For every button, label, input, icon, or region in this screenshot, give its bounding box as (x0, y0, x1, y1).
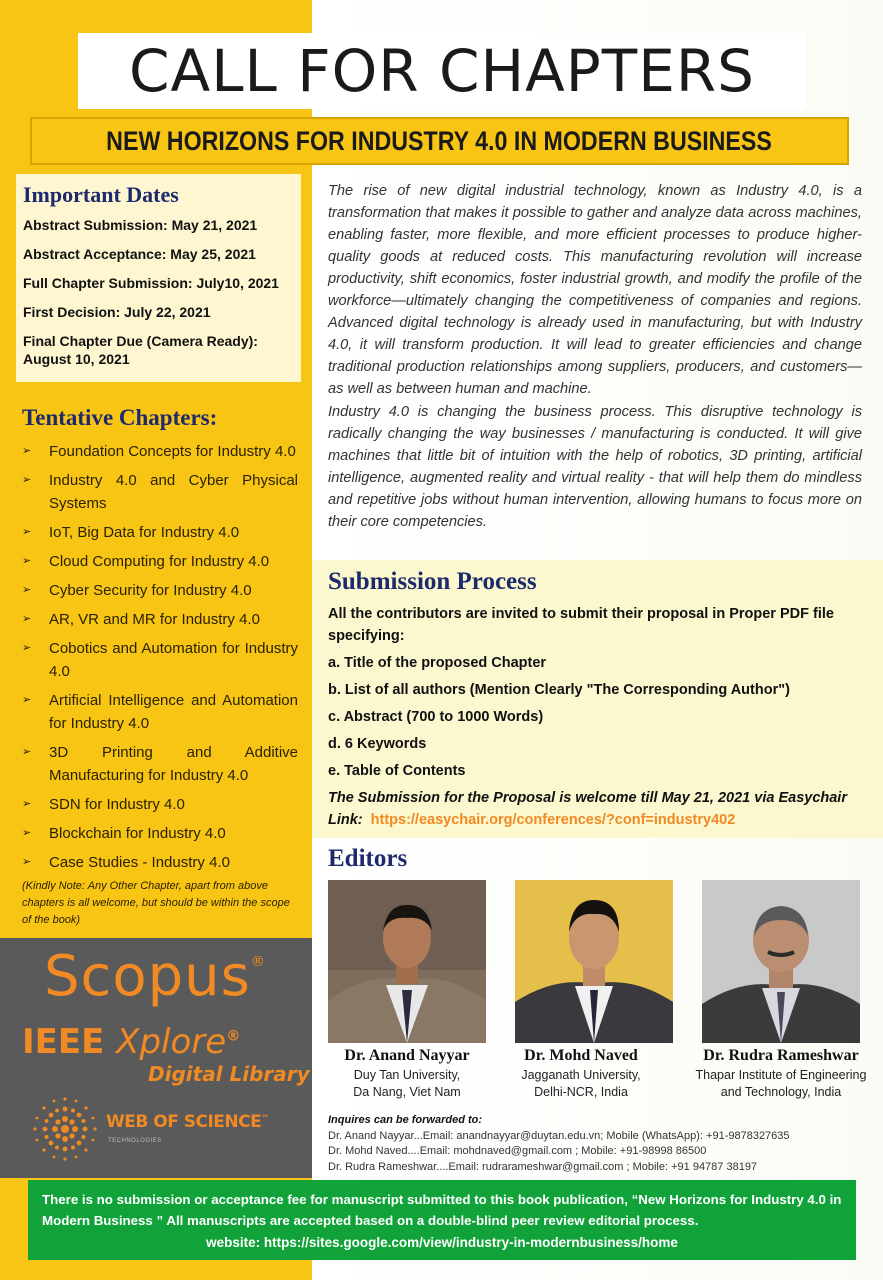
arrow-bullet-icon: ➢ (22, 584, 32, 596)
intro-text (328, 180, 862, 533)
editor-name-rudra: Dr. Rudra Rameshwar (703, 1047, 859, 1064)
submission-deadline: The Submission for the Proposal is welcome till May 21, 2021 via Easychair Link: https://easychair.org/conferences/?conf=industry402 (328, 790, 847, 828)
web-of-science-subtext: TECHNOLOGIES (108, 1138, 162, 1144)
list-item: ➢ Case Studies - Industry 4.0 (22, 851, 298, 874)
editor-affiliation-naved: Jagganath University, Delhi-NCR, India (521, 1068, 641, 1099)
arrow-bullet-icon: ➢ (22, 694, 32, 706)
editor-affiliation-rudra: Thapar Institute of Engineering and Technology, India (695, 1068, 867, 1099)
submission-intro: All the contributors are invited to submit their proposal in Proper PDF file specifying: (328, 606, 834, 644)
editor-affiliation-anand: Duy Tan University, Da Nang, Viet Nam (353, 1068, 461, 1099)
arrow-bullet-icon: ➢ (22, 856, 32, 868)
list-item: ➢ Artificial Intelligence and Automation for Industry 4.0 (22, 689, 298, 735)
list-item: ➢ SDN for Industry 4.0 (22, 793, 298, 816)
date-final-chapter: Final Chapter Due (Camera Ready): August 10, 2021 (23, 333, 258, 367)
important-dates-box (16, 174, 301, 382)
scopus-logo: Scopus® (44, 944, 266, 1009)
inquiry-contact: Dr. Mohd Naved....Email: mohdnaved@gmail.com ; Mobile: +91-98998 86500 (328, 1145, 707, 1157)
date-first-decision: First Decision: July 22, 2021 (23, 304, 211, 320)
website-link[interactable]: website: https://sites.google.com/view/industry-in-modernbusiness/home (206, 1235, 678, 1250)
list-item: ➢ Industry 4.0 and Cyber Physical Systems (22, 469, 298, 515)
date-abstract-acceptance: Abstract Acceptance: May 25, 2021 (23, 246, 256, 262)
arrow-bullet-icon: ➢ (22, 445, 32, 457)
arrow-bullet-icon: ➢ (22, 526, 32, 538)
arrow-bullet-icon: ➢ (22, 798, 32, 810)
chapters-heading: Tentative Chapters: (22, 405, 218, 430)
page-title: CALL FOR CHAPTERS (129, 37, 755, 105)
arrow-bullet-icon: ➢ (22, 613, 32, 625)
footer-note: There is no submission or acceptance fee for manuscript submitted to this book publication, “New Horizons for Industry 4.0 in Modern Business ” All manuscripts are accepted based on a double-blind peer review editorial process. (42, 1192, 842, 1228)
title-banner (78, 33, 806, 109)
editor-photo-rudra (702, 880, 860, 1043)
list-item: ➢ Cobotics and Automation for Industry 4.0 (22, 637, 298, 683)
web-of-science-logo-text: WEB OF SCIENCE™ (106, 1112, 269, 1132)
arrow-bullet-icon: ➢ (22, 642, 32, 654)
editor-photo-naved (515, 880, 673, 1043)
date-full-chapter: Full Chapter Submission: July10, 2021 (23, 275, 279, 291)
arrow-bullet-icon: ➢ (22, 555, 32, 567)
subtitle-banner (30, 117, 849, 165)
web-of-science-icon (30, 1094, 100, 1164)
submission-heading: Submission Process (328, 568, 537, 595)
editor-name-anand: Dr. Anand Nayyar (344, 1047, 470, 1064)
submission-item: c. Abstract (700 to 1000 Words) (328, 709, 544, 725)
submission-item: e. Table of Contents (328, 763, 466, 779)
list-item: ➢ AR, VR and MR for Industry 4.0 (22, 608, 298, 631)
editor-photo-anand (328, 880, 486, 1043)
digital-library-logo-text: Digital Library (148, 1062, 310, 1086)
list-item: ➢ Blockchain for Industry 4.0 (22, 822, 298, 845)
ieee-xplore-logo: IEEE Xplore® (22, 1022, 241, 1062)
inquiries-block (328, 1113, 868, 1175)
book-title: NEW HORIZONS FOR INDUSTRY 4.0 IN MODERN BUSINESS (106, 125, 773, 156)
submission-item: d. 6 Keywords (328, 736, 427, 752)
arrow-bullet-icon: ➢ (22, 746, 32, 758)
arrow-bullet-icon: ➢ (22, 827, 32, 839)
list-item: ➢ IoT, Big Data for Industry 4.0 (22, 521, 298, 544)
list-item: ➢ Cloud Computing for Industry 4.0 (22, 550, 298, 573)
submission-item: b. List of all authors (Mention Clearly "The Corresponding Author") (328, 682, 790, 698)
chapters-list (22, 440, 298, 880)
editors-heading: Editors (328, 845, 408, 872)
easychair-link[interactable]: https://easychair.org/conferences/?conf=industry402 (370, 812, 736, 828)
list-item: ➢ Cyber Security for Industry 4.0 (22, 579, 298, 602)
list-item: ➢ 3D Printing and Additive Manufacturing for Industry 4.0 (22, 741, 298, 787)
intro-paragraph-2: Industry 4.0 is changing the business process. This disruptive technology is radically changing the way businesses / manufacturing is conducted. It will give machines that little bit of intuition with the help of robotics, 3D printing, artificial intelligence, augmented reality and virtual reality - that will help them do mindless and repetitive jobs without human intervention, allowing humans to focus more on their core competencies. (328, 404, 862, 530)
footer-banner (28, 1180, 856, 1260)
submission-item: a. Title of the proposed Chapter (328, 655, 547, 671)
important-dates-heading: Important Dates (23, 182, 179, 207)
chapters-note: (Kindly Note: Any Other Chapter, apart from above chapters is all welcome, but should be within the scope of the book) (22, 880, 290, 926)
list-item: ➢ Foundation Concepts for Industry 4.0 (22, 440, 298, 463)
intro-paragraph-1: The rise of new digital industrial technology, known as Industry 4.0, is a transformation that makes it possible to gather and analyze data across machines, enabling faster, more flexible, and more efficient processes to produce higher-quality goods at reduced costs. This manufacturing revolution will increase productivity, shift economics, foster industrial growth, and modify the profile of the workforce—ultimately changing the competitiveness of companies and regions. Advanced digital technology is already used in manufacturing, but with Industry 4.0, it will transform production. It will lead to greater efficiencies and change traditional production relationships among suppliers, producers, and customers—as well as between human and machine. (328, 183, 862, 397)
date-abstract-submission: Abstract Submission: May 21, 2021 (23, 217, 258, 233)
inquiry-contact: Dr. Anand Nayyar...Email: anandnayyar@duytan.edu.vn; Mobile (WhatsApp): +91-9878327635 (328, 1129, 790, 1142)
submission-body (328, 603, 868, 831)
inquiries-heading: Inquires can be forwarded to: (328, 1114, 483, 1126)
editor-name-naved: Dr. Mohd Naved (524, 1047, 638, 1064)
arrow-bullet-icon: ➢ (22, 474, 32, 486)
inquiry-contact: Dr. Rudra Rameshwar....Email: rudrarameshwar@gmail.com ; Mobile: +91 94787 38197 (328, 1160, 758, 1173)
